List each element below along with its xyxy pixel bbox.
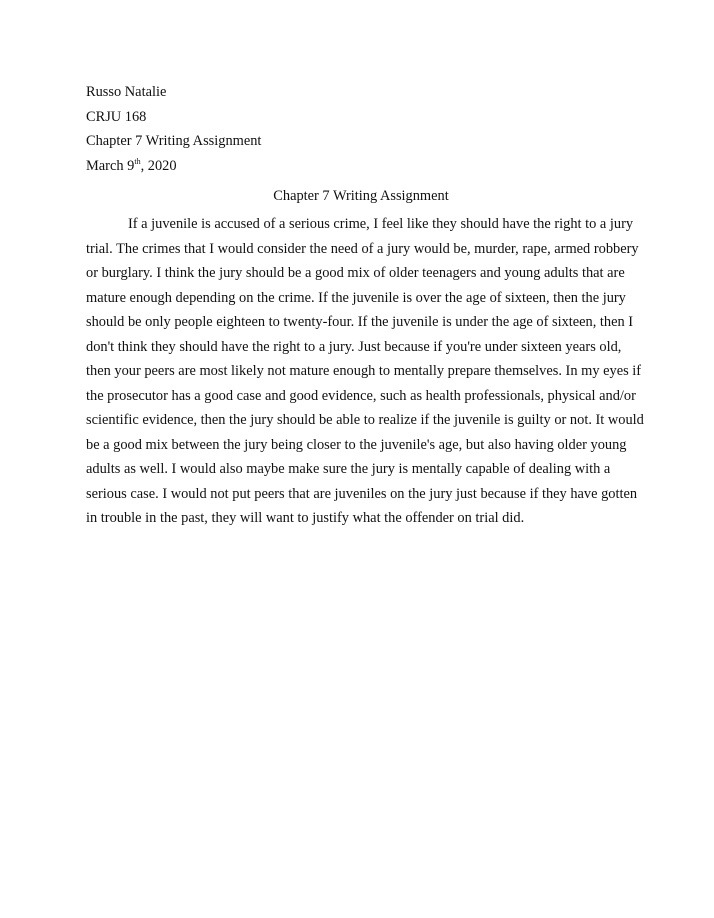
paragraph-line: If a juvenile is accused of a serious crime, I feel like they should have the right to a jury xyxy=(128,216,634,232)
paragraph-line: be a good mix between the jury being closer to the juvenile's age, but also having older young xyxy=(86,436,627,453)
assignment-name: Chapter 7 Writing Assignment xyxy=(86,133,262,149)
paragraph-line: or burglary. I think the jury should be a good mix of older teenagers and young adults that are xyxy=(86,265,625,281)
paragraph-line: adults as well. I would also maybe make sure the jury is mentally capable of dealing with a xyxy=(86,461,611,477)
date-line xyxy=(86,156,636,181)
date-prefix: March 9 xyxy=(86,157,135,174)
document-content xyxy=(86,82,644,531)
paragraph-line: don't think they should have the right to a jury. Just because if you're under sixteen years old, xyxy=(86,338,622,355)
paragraph-line: scientific evidence, then the jury should be able to realize if the juvenile is guilty or not. It would xyxy=(86,412,644,428)
date-suffix: , 2020 xyxy=(140,157,177,174)
document-title: Chapter 7 Writing Assignment xyxy=(273,188,449,204)
date-superscript: th xyxy=(134,156,141,166)
body-paragraph xyxy=(86,212,644,531)
paragraph-line: in trouble in the past, they will want to justify what the offender on trial did. xyxy=(86,510,525,526)
paragraph-line: should be only people eighteen to twenty-four. If the juvenile is under the age of sixteen, then I xyxy=(86,314,634,330)
student-name: Russo Natalie xyxy=(86,84,167,100)
course-code: CRJU 168 xyxy=(86,108,147,125)
paragraph-line: serious case. I would not put peers that are juveniles on the jury just because if they have gotten xyxy=(86,485,638,502)
paragraph-line: the prosecutor has a good case and good evidence, such as health professionals, physical and/or xyxy=(86,387,636,404)
paragraph-line: trial. The crimes that I would consider the need of a jury would be, murder, rape, armed robbery xyxy=(86,240,639,257)
paragraph-line: then your peers are most likely not mature enough to mentally prepare themselves. In my eyes if xyxy=(86,363,642,379)
paragraph-line: mature enough depending on the crime. If the juvenile is over the age of sixteen, then the jury xyxy=(86,289,626,306)
